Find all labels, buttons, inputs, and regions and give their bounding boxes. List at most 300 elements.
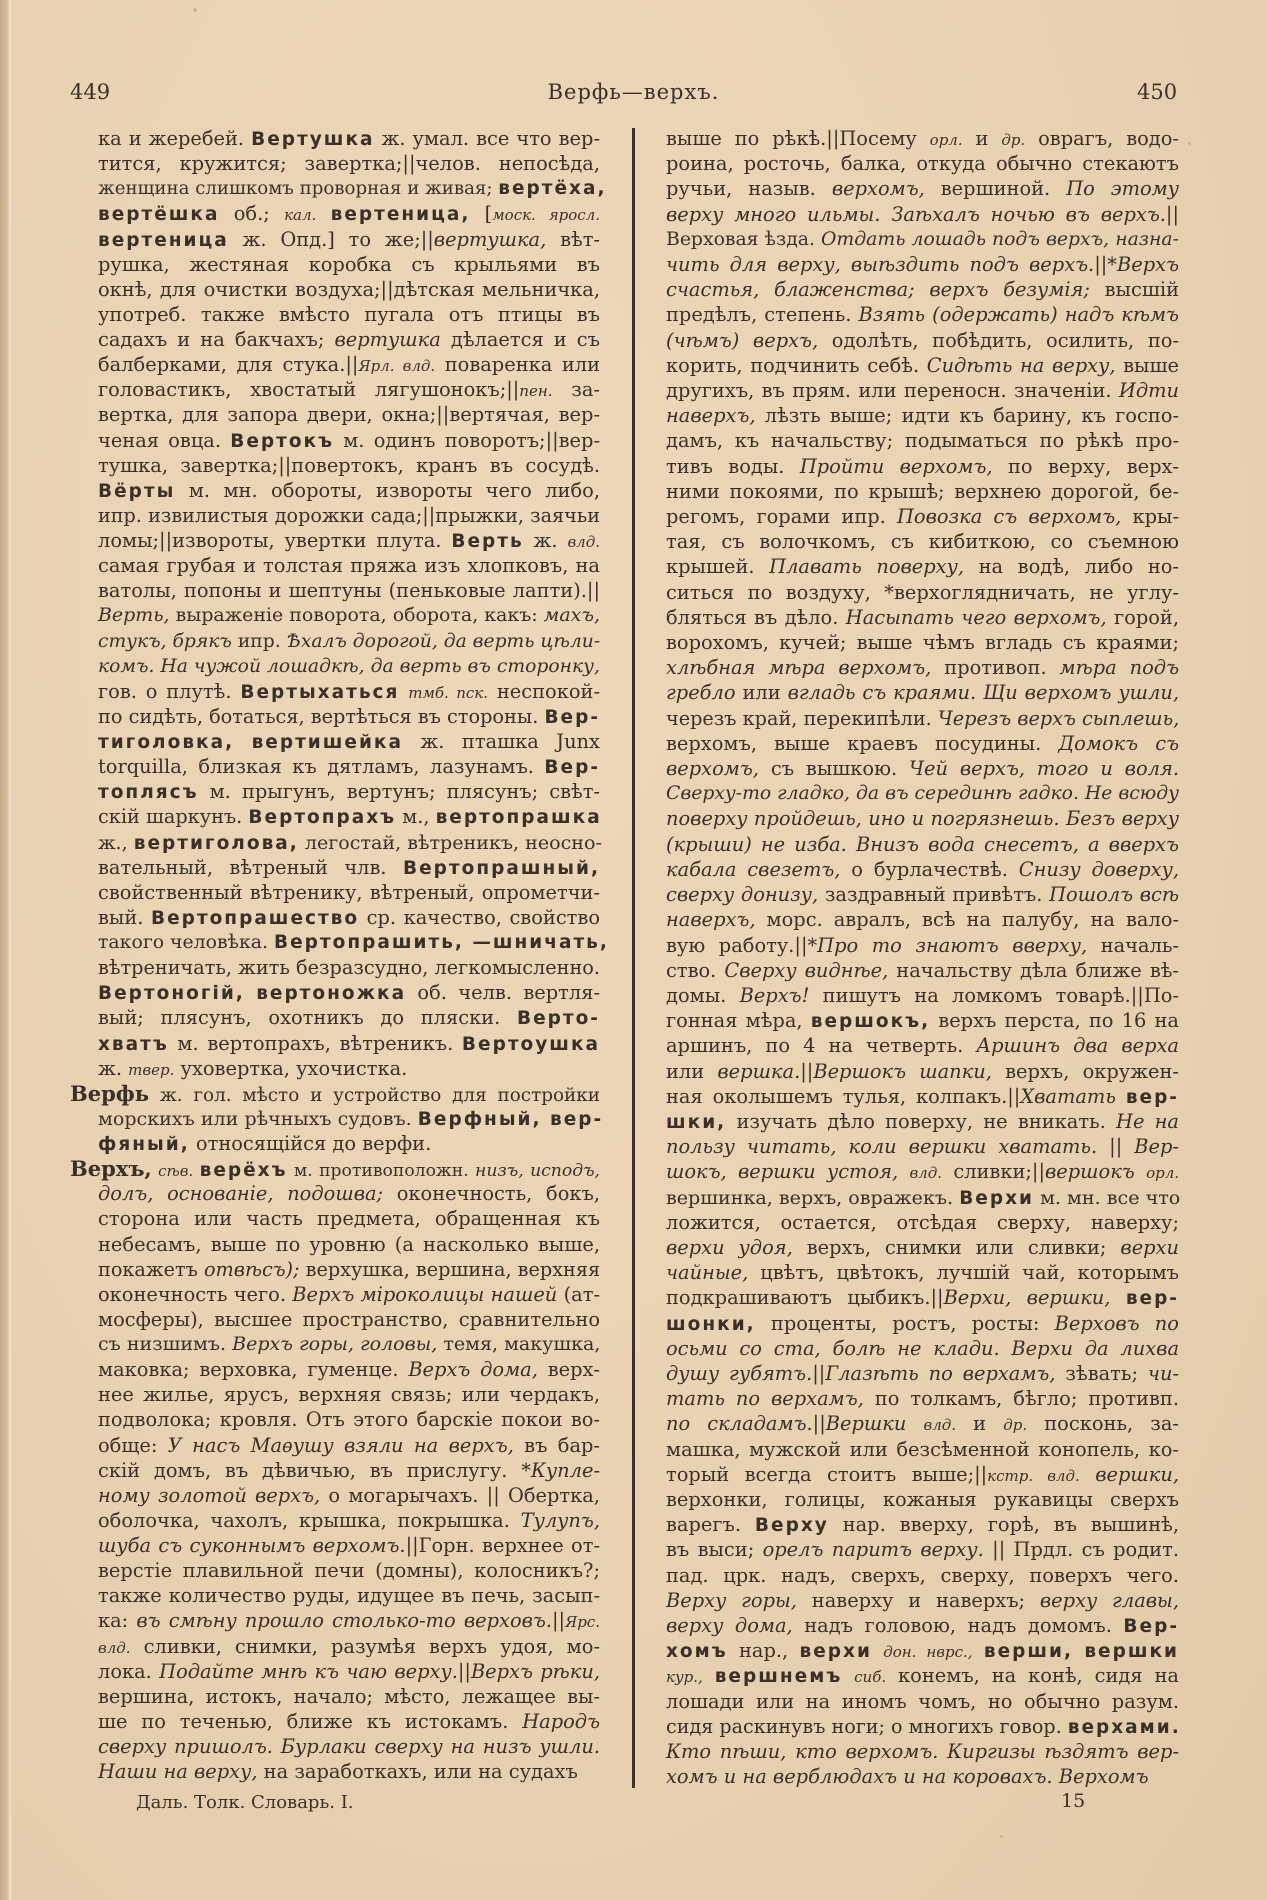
definition-text: легостай, вѣтреникъ, неосно- bbox=[298, 830, 602, 854]
example-text: У насъ Маѳушу взяли на верхъ, bbox=[167, 1433, 514, 1457]
headword: вер- bbox=[1125, 1086, 1179, 1108]
definition-text: || bbox=[812, 1361, 826, 1385]
text-line bbox=[666, 1386, 1179, 1411]
definition-text: (ат- bbox=[557, 1282, 600, 1306]
definition-text: || bbox=[800, 1059, 814, 1083]
definition-text: небесамъ, выше по уровню (а насколько выше, bbox=[98, 1232, 600, 1256]
definition-text: ипр. извилистыя дорожки сада;||прыжки, заячьи bbox=[98, 503, 600, 527]
example-text: сверху донизу, bbox=[666, 883, 819, 907]
example-text: верхомъ, bbox=[831, 177, 925, 201]
text-line bbox=[666, 832, 1179, 857]
text-line bbox=[666, 1764, 1179, 1789]
definition-text: ж. гол. мѣсто и устройство для постройки bbox=[149, 1084, 600, 1106]
definition-text: садахъ и на бакчахъ; bbox=[98, 328, 335, 351]
definition-text: противоп. bbox=[931, 656, 1060, 680]
page-number-right: 450 bbox=[1137, 80, 1178, 104]
example-text: Насыпать чего верхомъ, bbox=[845, 605, 1107, 629]
definition-text: верхомъ, выше краевъ посудины. bbox=[666, 731, 1059, 755]
definition-text: ше по теченью, ближе къ истокамъ. bbox=[98, 1709, 523, 1733]
headword: Верхи bbox=[959, 1187, 1034, 1209]
example-text: верху дома, bbox=[666, 1613, 793, 1637]
headword: Вер- bbox=[544, 757, 600, 779]
example-text: По этому bbox=[1066, 177, 1179, 201]
region-label: орл. bbox=[929, 131, 963, 149]
definition-text: въ выси; bbox=[666, 1538, 763, 1562]
definition-text: вый. bbox=[98, 905, 151, 929]
text-line bbox=[98, 1583, 600, 1608]
definition-text bbox=[1110, 1286, 1125, 1309]
example-text: Взять (одержать) надъ кѣмъ bbox=[858, 303, 1179, 327]
definition-text: корить, подчинить себѣ. bbox=[666, 353, 927, 377]
definition-text: вершиной. bbox=[924, 177, 1067, 201]
definition-text: изучать дѣло поверху, не вникать. bbox=[726, 1109, 1117, 1133]
definition-text: неспокой- bbox=[488, 679, 600, 703]
text-line bbox=[666, 1638, 1179, 1663]
definition-text: выше bbox=[1115, 353, 1179, 377]
headword: Вер- bbox=[1123, 1615, 1179, 1637]
example-text: верхи bbox=[1120, 1235, 1180, 1259]
definition-text: об.; bbox=[219, 202, 285, 226]
definition-text: м., bbox=[396, 805, 436, 829]
definition-text: уховертка, ухочистка. bbox=[174, 1056, 408, 1080]
text-line bbox=[666, 1613, 1179, 1638]
text-line bbox=[666, 403, 1179, 428]
definition-text: ная околышемъ тулья, колпакъ.|| bbox=[666, 1084, 1021, 1108]
text-line bbox=[70, 1081, 600, 1106]
definition-text: надъ головою, надъ домомъ. bbox=[792, 1613, 1124, 1637]
text-line bbox=[98, 1307, 600, 1332]
definition-text: домы. bbox=[666, 983, 740, 1007]
text-line bbox=[98, 1709, 600, 1734]
text-line bbox=[98, 880, 600, 905]
definition-text: || bbox=[812, 1412, 826, 1436]
definition-text: ||Горн. верхнее от- bbox=[405, 1534, 600, 1557]
headword: шки, bbox=[666, 1111, 727, 1133]
paper-speck bbox=[1188, 142, 1191, 145]
example-text: поверху пройдешь, ино и погрязнешь. Безъ верху bbox=[666, 807, 1179, 831]
definition-text: также количество руды, идущее въ печь, засып- bbox=[98, 1584, 600, 1608]
definition-text: ж. bbox=[98, 1056, 129, 1080]
text-line bbox=[98, 227, 600, 252]
definition-text: одолѣть, побѣдить, осилить, по- bbox=[818, 328, 1179, 352]
headword: Верфь bbox=[70, 1080, 149, 1106]
example-text: шокъ, вершки устоя, bbox=[666, 1160, 899, 1184]
headword: Верфный, вер- bbox=[417, 1108, 604, 1130]
text-line bbox=[98, 629, 600, 654]
example-text: махъ, bbox=[543, 604, 600, 627]
page-number-left: 449 bbox=[70, 80, 111, 104]
definition-text: бляться въ дѣло. bbox=[666, 605, 846, 629]
headword: Вертопрашить, —шничать, bbox=[274, 932, 609, 953]
definition-text: въ бар- bbox=[513, 1433, 600, 1457]
text-line bbox=[666, 580, 1179, 605]
definition-text: о могарычахъ. || Обертка, bbox=[320, 1483, 600, 1507]
definition-text: ка и жеребей. bbox=[98, 127, 252, 150]
text-line bbox=[98, 302, 600, 327]
text-line bbox=[98, 704, 600, 729]
example-text: Верху горы, bbox=[666, 1588, 797, 1612]
example-text: Кто пѣши, кто верхомъ. Киргизы ѣздятъ вер- bbox=[666, 1740, 1179, 1763]
definition-text: за- bbox=[552, 378, 600, 402]
example-text: стукъ, брякъ bbox=[98, 630, 232, 652]
headword: верхами. bbox=[1067, 1716, 1181, 1738]
text-line bbox=[666, 1235, 1179, 1260]
definition-text: ж. Опд.] то же;|| bbox=[228, 227, 434, 251]
definition-text: цвѣтъ, цвѣтокъ, лучшій чай, которымъ bbox=[748, 1261, 1179, 1285]
text-line bbox=[666, 1033, 1179, 1058]
definition-text: ватолы, попоны и шептуны (пеньковые лапти).|| bbox=[98, 579, 600, 603]
definition-text bbox=[1073, 1639, 1084, 1662]
headword: верши, bbox=[983, 1641, 1073, 1663]
text-line bbox=[98, 1734, 600, 1759]
example-text: въ смѣну прошло столько-то верховъ. bbox=[136, 1609, 553, 1633]
definition-text: обще: bbox=[98, 1433, 168, 1457]
example-text: верху главы, bbox=[1039, 1588, 1180, 1612]
text-line bbox=[666, 907, 1179, 932]
headword: Верху bbox=[754, 1515, 829, 1537]
text-line bbox=[98, 1206, 600, 1231]
definition-text: дѣлается и съ bbox=[440, 328, 600, 351]
definition-text: вѣт- bbox=[546, 227, 600, 251]
text-line bbox=[98, 754, 600, 779]
example-text: Хватать bbox=[1020, 1084, 1116, 1108]
definition-text: скій шаркунъ. bbox=[98, 805, 249, 829]
definition-text: м. мн. все что bbox=[1034, 1185, 1181, 1209]
definition-text: начальству дѣла ближе вѣ- bbox=[888, 958, 1179, 982]
example-text: Глазѣть по верхамъ, bbox=[825, 1361, 1056, 1385]
text-line bbox=[666, 353, 1179, 378]
definition-text: конемъ, на конѣ, сидя на bbox=[886, 1664, 1179, 1688]
definition-text: морскихъ или рѣчныхъ судовъ. bbox=[98, 1106, 418, 1130]
text-line bbox=[98, 503, 600, 528]
definition-text: покажетъ bbox=[98, 1257, 204, 1281]
definition-text: черезъ край, перекипѣли. bbox=[666, 706, 938, 730]
text-line bbox=[98, 252, 600, 277]
definition-text: ворохомъ, кучей; выше чѣмъ вгладь съ краями; bbox=[666, 631, 1179, 655]
book-spine-edge bbox=[0, 0, 12, 1900]
definition-text: нее жилье, ярусъ, верхняя связь; или чердакъ, bbox=[98, 1383, 600, 1407]
headword: вершнемъ bbox=[714, 1666, 843, 1688]
example-text: Наши на верху, bbox=[98, 1760, 258, 1784]
text-line bbox=[98, 1106, 604, 1131]
example-text: Верхъ рѣки, bbox=[470, 1659, 600, 1683]
definition-text bbox=[842, 1664, 854, 1687]
left-column bbox=[70, 126, 609, 1784]
definition-text: тая, съ волочкомъ, съ кибиткою, со съемною bbox=[666, 530, 1179, 554]
region-label: кал. bbox=[284, 206, 317, 225]
definition-text: по толкамъ, бѣгло; противп. bbox=[863, 1387, 1179, 1411]
definition-text: верх- bbox=[537, 1358, 600, 1382]
example-text: верхомъ, bbox=[666, 757, 759, 781]
example-text: Верхъ міроколицы нашей bbox=[292, 1282, 558, 1306]
example-text: душу губятъ. bbox=[666, 1361, 813, 1385]
text-line bbox=[666, 806, 1179, 831]
example-text: Пройти верхомъ, bbox=[799, 454, 993, 478]
text-line bbox=[98, 1232, 600, 1257]
definition-text: вершинка, верхъ, овражекъ. bbox=[666, 1185, 960, 1209]
example-text: Верхъ горы, головы, bbox=[232, 1333, 438, 1355]
definition-text: об. челв. вертля- bbox=[406, 981, 600, 1005]
text-line bbox=[666, 857, 1179, 882]
example-text: счастья, блаженства; верхъ безумія; bbox=[666, 278, 1090, 302]
definition-text: ручьи, назыв. bbox=[666, 177, 832, 201]
example-text: Не на bbox=[1116, 1109, 1179, 1133]
definition-text: || Прдл. съ родит. bbox=[983, 1538, 1179, 1562]
example-text: мѣра подъ bbox=[1059, 656, 1180, 680]
headword: Верто- bbox=[516, 1008, 600, 1030]
definition-text: вѣтреничать, жить безразсудно, легкомысленно. bbox=[98, 956, 601, 980]
text-line bbox=[98, 1257, 600, 1282]
text-line bbox=[98, 176, 607, 201]
headword: Верть bbox=[451, 531, 524, 552]
definition-text: торый всегда стоитъ выше;|| bbox=[666, 1462, 988, 1486]
definition-text: ж. пташка Junx bbox=[402, 730, 600, 753]
example-text: шуба съ суконнымъ верхомъ. bbox=[98, 1534, 406, 1557]
text-line bbox=[666, 1059, 1179, 1084]
definition-text: заздравный привѣтъ. bbox=[818, 883, 1050, 907]
definition-text: зѣвать; bbox=[1055, 1361, 1148, 1385]
region-label: влд. bbox=[923, 1416, 957, 1435]
definition-text: м. противоположн. bbox=[287, 1161, 476, 1182]
text-line bbox=[666, 882, 1179, 907]
definition-text: предѣлъ, степень. bbox=[666, 303, 859, 327]
example-text: пользу читать, коли вершки хватать. bbox=[666, 1135, 1098, 1159]
example-text: *Верхъ bbox=[1107, 253, 1179, 277]
definition-text: ними покоями, по крышѣ; верхнею дорогой, бе- bbox=[666, 479, 1179, 503]
definition-text: || bbox=[1165, 202, 1179, 226]
region-label: Ярс. bbox=[565, 1613, 600, 1632]
region-label: др. bbox=[1001, 131, 1026, 149]
definition-text: [ bbox=[470, 202, 493, 226]
definition-text: лошади или на иномъ чомъ, но обычно разум. bbox=[666, 1689, 1179, 1713]
definition-text: лѣзть выше; идти къ барину, къ госпо- bbox=[755, 404, 1179, 428]
example-text: верху много ильмы. Заѣхалъ ночью въ верхъ. bbox=[666, 202, 1166, 226]
definition-text: вертка, для запора двери, окна;||вертячая, вер- bbox=[98, 403, 600, 427]
example-text: Отдать лошадь подъ верхъ, назна- bbox=[821, 228, 1179, 250]
definition-text: поваренка или bbox=[435, 353, 600, 377]
text-line bbox=[98, 1458, 600, 1483]
example-text: низъ, исподъ, bbox=[475, 1161, 601, 1182]
headword: Вертоногій, bbox=[98, 983, 245, 1005]
headword: Вертопрашный, bbox=[403, 857, 600, 879]
text-line bbox=[666, 1008, 1179, 1033]
example-text: вершки, bbox=[1095, 1462, 1179, 1486]
text-line bbox=[98, 277, 600, 302]
definition-text: сливки, снимки, разумѣя верхъ удоя, мо- bbox=[130, 1634, 600, 1658]
example-text: вертушка bbox=[334, 328, 441, 351]
headword: вер- bbox=[1125, 1288, 1179, 1310]
definition-text: началь- bbox=[1087, 933, 1179, 957]
example-text: осьми со ста, болѣ не клади. Верхи да лихва bbox=[666, 1336, 1179, 1360]
definition-text bbox=[245, 981, 256, 1004]
region-label: Ярл. влд. bbox=[358, 357, 436, 376]
example-text: Сверху-то гладко, да въ серединѣ гадко. Не всюду bbox=[666, 783, 1179, 805]
definition-text: или bbox=[735, 681, 788, 705]
text-line bbox=[98, 1131, 600, 1156]
definition-text: скій домъ, въ дѣвичью, въ прислугу. bbox=[98, 1458, 522, 1482]
definition-text bbox=[316, 202, 330, 225]
definition-text: м. одинъ поворотъ;||вер- bbox=[334, 428, 600, 452]
example-text: наверхъ, bbox=[666, 908, 756, 932]
text-line bbox=[98, 428, 600, 453]
example-text: верхи удоя, bbox=[666, 1235, 793, 1259]
definition-text: посконь, за- bbox=[1027, 1412, 1179, 1436]
text-line bbox=[98, 126, 600, 151]
text-line bbox=[666, 151, 1179, 176]
definition-text: выраженіе поворота, оборота, какъ: bbox=[169, 604, 544, 627]
headword: вертиголова, bbox=[133, 832, 299, 854]
definition-text: вый; плясунъ, охотникъ до пляски. bbox=[98, 1006, 517, 1030]
paper-speck bbox=[1000, 1835, 1003, 1838]
definition-text: сидя раскинувъ ноги; о многихъ говор. bbox=[666, 1714, 1068, 1738]
text-line bbox=[666, 428, 1179, 453]
example-text: Вершки bbox=[825, 1412, 907, 1436]
text-line bbox=[666, 1109, 1179, 1134]
example-text: Верть, bbox=[98, 604, 170, 627]
text-line bbox=[98, 1433, 600, 1458]
example-text: орелъ паритъ верху. bbox=[762, 1538, 984, 1562]
text-line bbox=[98, 830, 600, 855]
headword: хватъ bbox=[98, 1033, 169, 1055]
text-line bbox=[666, 1537, 1179, 1562]
text-line bbox=[666, 630, 1179, 655]
text-line bbox=[666, 781, 1179, 806]
definition-text: ж., bbox=[98, 830, 134, 854]
text-line bbox=[666, 1739, 1179, 1764]
region-label: кстр. влд. bbox=[987, 1466, 1080, 1485]
headword: топлясъ bbox=[98, 782, 199, 804]
region-label: сиб. bbox=[854, 1668, 887, 1687]
example-text: Черезъ верхъ сыплешь, bbox=[937, 706, 1180, 730]
definition-text: на водѣ, либо но- bbox=[964, 555, 1179, 579]
text-line bbox=[666, 655, 1179, 680]
text-line bbox=[98, 1357, 600, 1382]
region-label: твер. bbox=[128, 1060, 175, 1079]
text-line bbox=[666, 1260, 1179, 1285]
text-line bbox=[666, 1285, 1179, 1310]
example-text: вершка. bbox=[717, 1059, 801, 1083]
definition-text: окнѣ, для очистки воздуха;||дѣтская мельничка, bbox=[98, 277, 600, 301]
example-text: чить для верху, выѣздить подъ верхъ. bbox=[666, 253, 1095, 277]
text-line bbox=[98, 855, 600, 880]
example-text: хомъ и на верблюдахъ и на коровахъ. Верхомъ bbox=[666, 1765, 1149, 1789]
text-line bbox=[98, 201, 600, 226]
definition-text: ка: bbox=[98, 1609, 137, 1633]
example-text: Сверху виднѣе, bbox=[724, 958, 889, 982]
definition-text: вершина, истокъ, начало; мѣсто, лежащее вы- bbox=[98, 1684, 600, 1708]
text-line bbox=[98, 1382, 600, 1407]
definition-text: м. прыгунъ, вертунъ; плясунъ; свѣт- bbox=[198, 780, 600, 804]
text-line bbox=[666, 1084, 1179, 1109]
definition-text: тивъ воды. bbox=[666, 454, 800, 478]
definition-text: ипр. bbox=[231, 630, 287, 652]
text-line bbox=[666, 1210, 1179, 1235]
text-line bbox=[666, 252, 1179, 277]
text-line bbox=[98, 1634, 600, 1659]
page-header bbox=[0, 80, 1267, 110]
text-line bbox=[666, 504, 1179, 529]
text-line bbox=[666, 1663, 1179, 1688]
example-text: Народъ bbox=[522, 1709, 600, 1733]
example-text: чайные, bbox=[666, 1261, 749, 1285]
definition-text: ченая овца. bbox=[98, 428, 231, 452]
headword: тиголовка, bbox=[98, 732, 235, 753]
text-line bbox=[98, 1659, 600, 1684]
text-line bbox=[98, 804, 600, 829]
paper-speck bbox=[193, 8, 197, 12]
definition-text: употреб. также вмѣсто пугала отъ птицы въ bbox=[98, 302, 600, 326]
definition-text: маковка; верховка, гуменце. bbox=[98, 1358, 409, 1382]
example-text: Тулупъ, bbox=[520, 1508, 600, 1532]
definition-text: такого человѣка. bbox=[98, 931, 275, 953]
text-line bbox=[666, 1689, 1179, 1714]
definition-text: ср. качество, свойство bbox=[359, 905, 600, 929]
definition-text: относящійся до верфи. bbox=[189, 1132, 432, 1155]
headword: Вертушка bbox=[251, 129, 375, 150]
example-text: ному золотой верхъ, bbox=[98, 1483, 321, 1507]
definition-text: крышей. bbox=[666, 555, 770, 579]
headword: вершокъ, bbox=[810, 1011, 931, 1033]
definition-text: ложится, остается, отсѣдая сверху, наверху; bbox=[666, 1210, 1179, 1234]
running-title: Верфь—верхъ. bbox=[547, 80, 720, 104]
definition-text: ж. bbox=[523, 529, 568, 552]
definition-text: гов. о плутѣ. bbox=[98, 679, 241, 703]
example-text: хлѣбная мѣра верхомъ, bbox=[666, 656, 932, 680]
example-text: тать по верхамъ, bbox=[666, 1387, 864, 1411]
text-line bbox=[98, 453, 600, 478]
example-text: кабала свезетъ, bbox=[666, 857, 841, 881]
definition-text: нар., bbox=[727, 1639, 800, 1663]
example-text: Сидѣть на верху, bbox=[926, 353, 1116, 377]
definition-text bbox=[703, 1664, 715, 1687]
definition-text: || bbox=[552, 1609, 566, 1633]
text-line bbox=[98, 1407, 600, 1432]
text-line bbox=[98, 151, 600, 176]
example-text: Повозка съ верхомъ, bbox=[897, 505, 1122, 529]
example-text: вершокъ bbox=[1045, 1160, 1135, 1184]
example-text: вертушка, bbox=[433, 227, 547, 251]
definition-text: верхушка, вершина, верхняя bbox=[299, 1257, 601, 1281]
definition-text: головастикъ, хвостатый лягушонокъ;|| bbox=[98, 378, 520, 402]
printer-signature: Даль. Толк. Словарь. I. bbox=[136, 1792, 354, 1813]
definition-text: и bbox=[962, 127, 1002, 150]
headword: вертеница, bbox=[330, 204, 471, 226]
definition-text: варегъ. bbox=[666, 1513, 755, 1537]
text-line bbox=[98, 1558, 600, 1583]
example-text: Аршинъ два верха bbox=[976, 1034, 1179, 1058]
definition-text: гонная мѣра, bbox=[666, 1009, 811, 1033]
headword: вертёшка bbox=[98, 204, 220, 226]
example-text: Идти bbox=[1118, 379, 1179, 403]
text-line bbox=[666, 1411, 1179, 1436]
region-label: влд. bbox=[567, 533, 600, 551]
definition-text: м. мн. обороты, извороты чего либо, bbox=[175, 478, 600, 502]
definition-text bbox=[1080, 1463, 1095, 1486]
example-text: вгладь съ краями. Щи верхомъ ушли, bbox=[787, 681, 1179, 705]
headword: Вёрты bbox=[98, 480, 176, 502]
sheet-number: 15 bbox=[1061, 1790, 1086, 1812]
text-line bbox=[666, 378, 1179, 403]
text-line bbox=[666, 302, 1179, 327]
definition-text bbox=[973, 1639, 984, 1662]
region-label: влд. bbox=[909, 1164, 943, 1183]
definition-text: мосферы), высшее пространство, сравнительно bbox=[98, 1307, 600, 1331]
text-line bbox=[666, 1336, 1179, 1361]
definition-text: тится, кружится; завертка;||челов. непосѣда, bbox=[98, 152, 600, 176]
definition-text: высшій bbox=[1089, 278, 1179, 302]
definition-text: Верховая ѣзда. bbox=[666, 228, 822, 250]
example-text: отвѣсъ); bbox=[203, 1257, 300, 1281]
